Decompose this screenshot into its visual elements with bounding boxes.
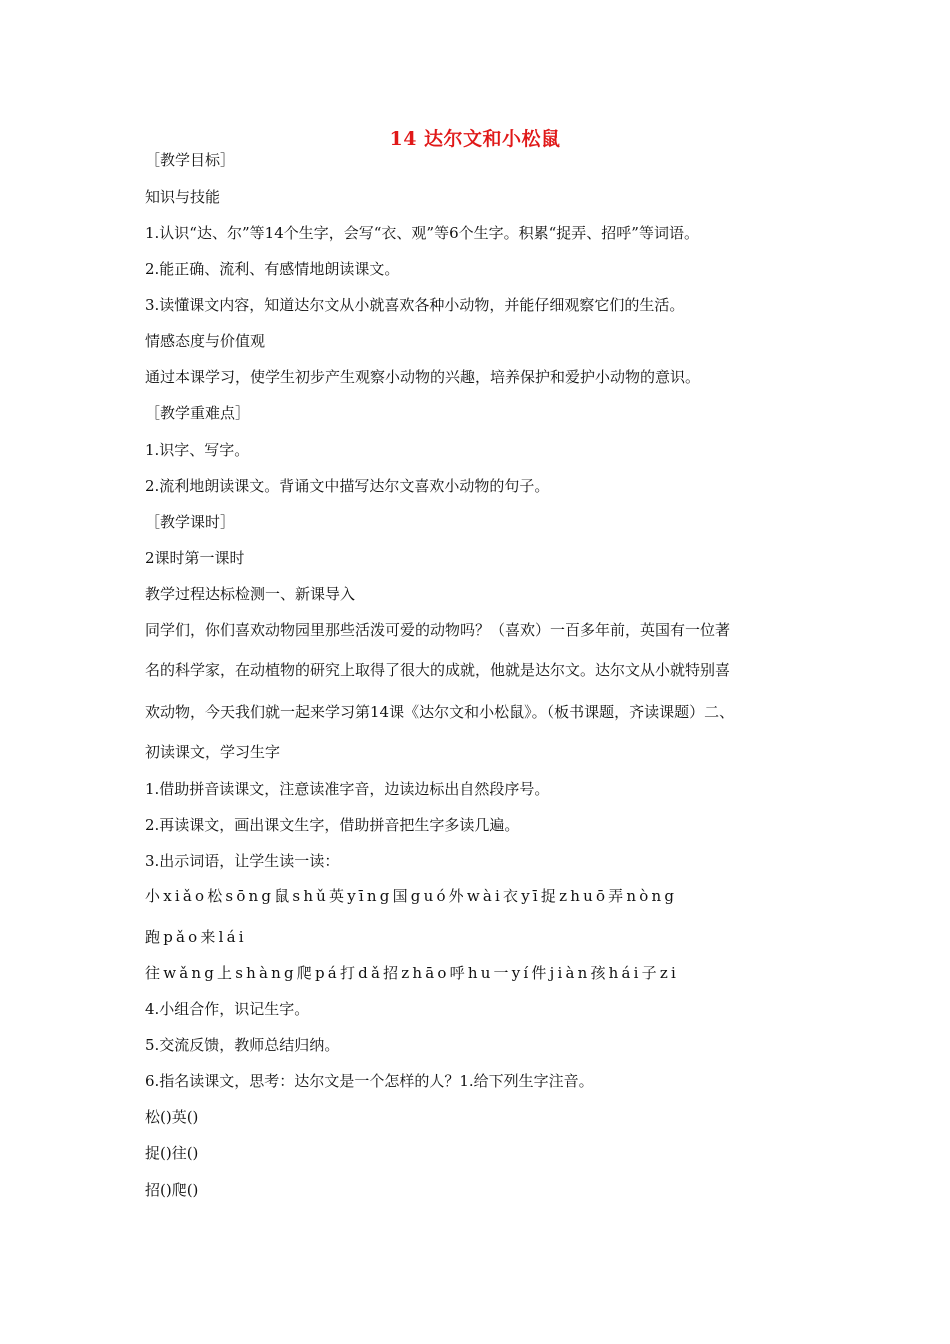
subheading-emotion-values: 情感态度与价值观: [145, 332, 266, 350]
intro-paragraph-line-3: 欢动物，今天我们就一起来学习第14课《达尔文和小松鼠》。（板书课题，齐读课题）二、: [145, 703, 735, 721]
teaching-process-heading: 教学过程达标检测一、新课导入: [145, 585, 356, 603]
pinyin-word-list-line-2: 跑pǎo来lái: [145, 928, 247, 946]
intro-paragraph-line-2: 名的科学家，在动植物的研究上取得了很大的成就，他就是达尔文。达尔文从小就特别喜: [145, 661, 731, 679]
key-point-1: 1.识字、写字。: [145, 441, 250, 459]
section-heading-teaching-goals: ［教学目标］: [145, 151, 236, 169]
pinyin-word-list-line-3: 往wǎng上shàng爬pá打dǎ招zhāo呼hu一yí件jiàn孩hái子zi: [145, 964, 679, 982]
pinyin-exercise-row-1: 松()英(): [145, 1108, 199, 1126]
goal-item-2: 2.能正确、流利、有感情地朗读课文。: [145, 260, 400, 278]
section-heading-key-points: ［教学重难点］: [145, 404, 251, 422]
reading-step-1: 1.借助拼音读课文，注意读准字音，边读边标出自然段序号。: [145, 780, 550, 798]
goal-item-3: 3.读懂课文内容，知道达尔文从小就喜欢各种小动物，并能仔细观察它们的生活。: [145, 296, 685, 314]
subheading-knowledge-skills: 知识与技能: [145, 188, 221, 206]
reading-step-5: 5.交流反馈，教师总结归纳。: [145, 1036, 340, 1054]
key-point-2: 2.流利地朗读课文。背诵文中描写达尔文喜欢小动物的句子。: [145, 477, 550, 495]
class-hours-text: 2课时第一课时: [145, 549, 245, 567]
reading-step-3: 3.出示词语，让学生读一读：: [145, 852, 340, 870]
pinyin-exercise-row-3: 招()爬(): [145, 1181, 199, 1199]
pinyin-word-list-line-1: 小xiǎo松sōng鼠shǔ英yīng国guó外wài衣yī捉zhuō弄nòng: [145, 887, 678, 905]
goal-item-1: 1.认识“达、尔”等14个生字，会写“衣、观”等6个生字。积累“捉弄、招呼”等词语。: [145, 224, 699, 242]
first-reading-heading: 初读课文，学习生字: [145, 743, 281, 761]
reading-step-4: 4.小组合作，识记生字。: [145, 1000, 310, 1018]
intro-paragraph-line-1: 同学们，你们喜欢动物园里那些活泼可爱的动物吗？（喜欢）一百多年前，英国有一位著: [145, 621, 731, 639]
section-heading-class-hours: ［教学课时］: [145, 513, 236, 531]
lesson-title: 14 达尔文和小松鼠: [389, 128, 561, 150]
pinyin-exercise-row-2: 捉()往(): [145, 1144, 199, 1162]
reading-step-2: 2.再读课文，画出课文生字，借助拼音把生字多读几遍。: [145, 816, 520, 834]
emotion-goal-text: 通过本课学习，使学生初步产生观察小动物的兴趣，培养保护和爱护小动物的意识。: [145, 368, 701, 386]
reading-step-6: 6.指名读课文，思考：达尔文是一个怎样的人？1.给下列生字注音。: [145, 1072, 594, 1090]
